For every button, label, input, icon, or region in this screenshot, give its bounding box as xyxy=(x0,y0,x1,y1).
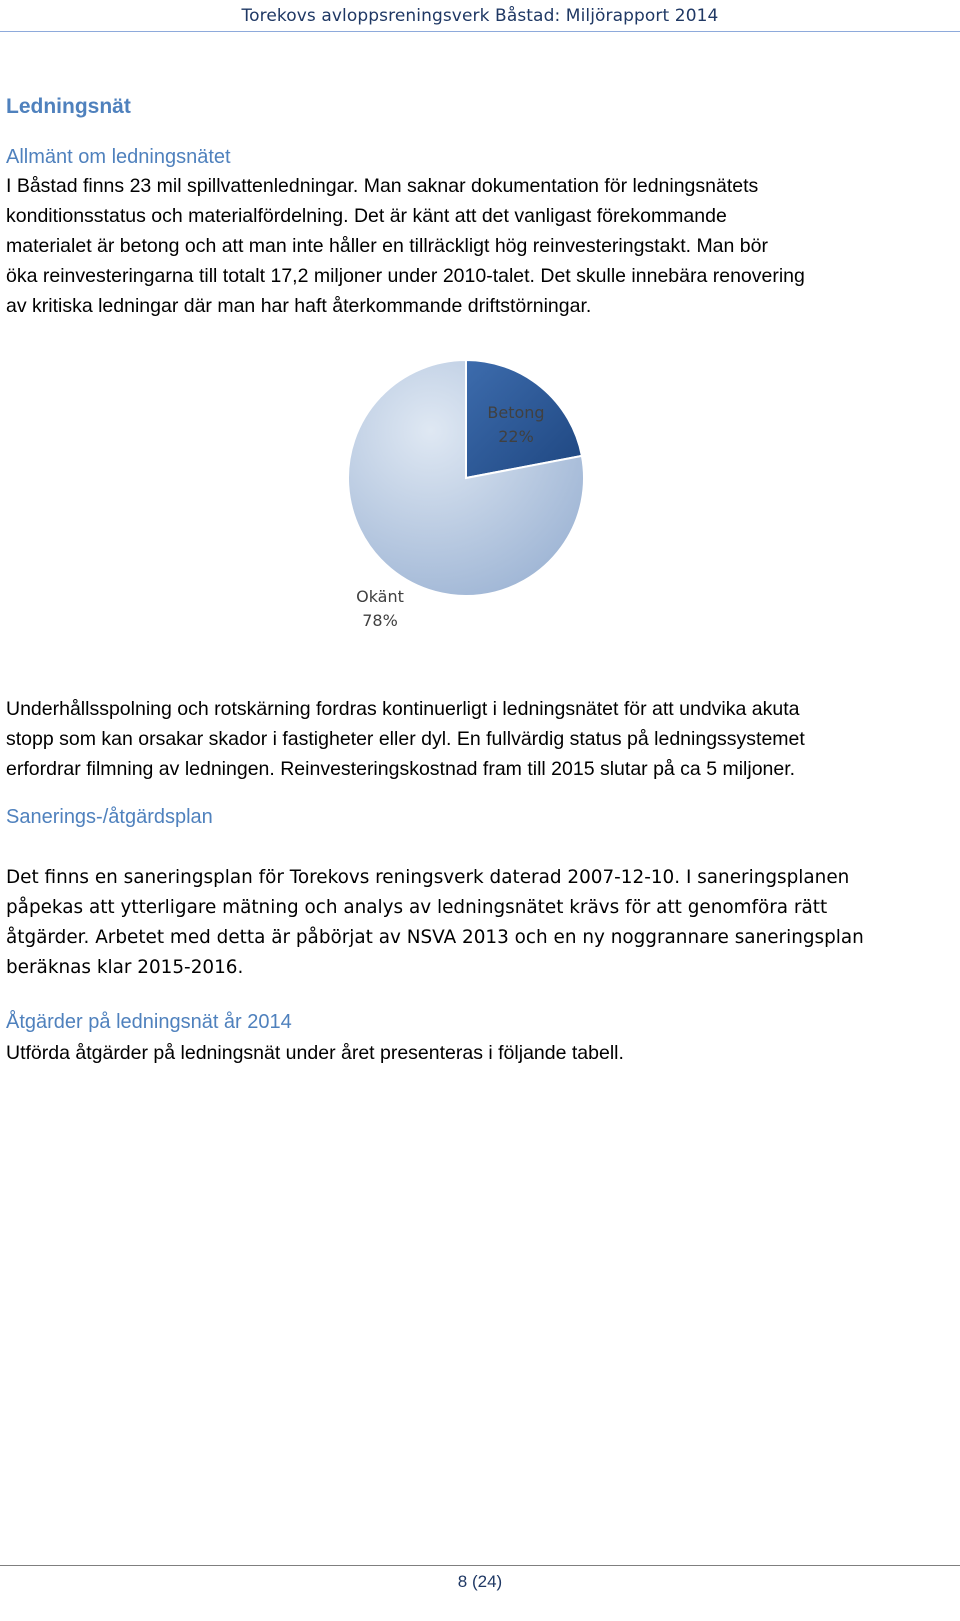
paragraph-line: konditionsstatus och materialfördelning. Det är känt att det vanligast förekommande xyxy=(6,205,727,227)
pie-label-okänt: Okänt xyxy=(356,587,404,606)
subheading-remediation-plan: Sanerings-/åtgärdsplan xyxy=(6,806,213,828)
paragraph-line: I Båstad finns 23 mil spillvattenledningar. Man saknar dokumentation för ledningsnätets xyxy=(6,175,759,197)
page-header xyxy=(0,0,960,32)
material-pie-chart xyxy=(340,350,600,650)
paragraph-measures xyxy=(6,1038,951,1068)
paragraph-line: Det finns en saneringsplan för Torekovs reningsverk daterad 2007-12-10. I saneringsplanen xyxy=(6,867,850,888)
paragraph-maintenance xyxy=(6,694,951,784)
paragraph-general xyxy=(6,171,951,321)
paragraph-line: materialet är betong och att man inte håller en tillräckligt hög reinvesteringstakt. Man bör xyxy=(6,235,768,257)
section-heading: Ledningsnät xyxy=(6,95,131,118)
document-title: Torekovs avloppsreningsverk Båstad: Miljörapport 2014 xyxy=(241,6,719,26)
paragraph-line: Utförda åtgärder på ledningsnät under året presenteras i följande tabell. xyxy=(6,1042,624,1064)
paragraph-line: åtgärder. Arbetet med detta är påbörjat av NSVA 2013 och en ny noggrannare saneringsplan xyxy=(6,927,864,948)
paragraph-line: erfordrar filmning av ledningen. Reinvesteringskostnad fram till 2015 slutar på ca 5 miljoner. xyxy=(6,758,796,780)
pie-value-okänt: 78% xyxy=(362,611,398,630)
paragraph-line: av kritiska ledningar där man har haft återkommande driftstörningar. xyxy=(6,295,592,317)
paragraph-remediation xyxy=(6,863,951,983)
paragraph-line: påpekas att ytterligare mätning och analys av ledningsnätet krävs för att genomföra rätt xyxy=(6,897,828,918)
pie-chart-svg xyxy=(340,350,600,650)
page-number: 8 (24) xyxy=(457,1572,503,1591)
subheading-measures-2014: Åtgärder på ledningsnät år 2014 xyxy=(6,1011,292,1033)
footer-divider xyxy=(0,1565,960,1566)
pie-label-betong: Betong xyxy=(487,403,545,422)
paragraph-line: Underhållsspolning och rotskärning fordras kontinuerligt i ledningsnätet för att undvika akuta xyxy=(6,698,800,720)
header-divider xyxy=(0,31,960,32)
pie-value-betong: 22% xyxy=(498,427,534,446)
paragraph-line: beräknas klar 2015-2016. xyxy=(6,957,244,978)
subheading-general: Allmänt om ledningsnätet xyxy=(6,146,231,168)
paragraph-line: stopp som kan orsakar skador i fastigheter eller dyl. En fullvärdig status på ledningssystemet xyxy=(6,728,805,750)
paragraph-line: öka reinvesteringarna till totalt 17,2 miljoner under 2010-talet. Det skulle innebära renovering xyxy=(6,265,805,287)
